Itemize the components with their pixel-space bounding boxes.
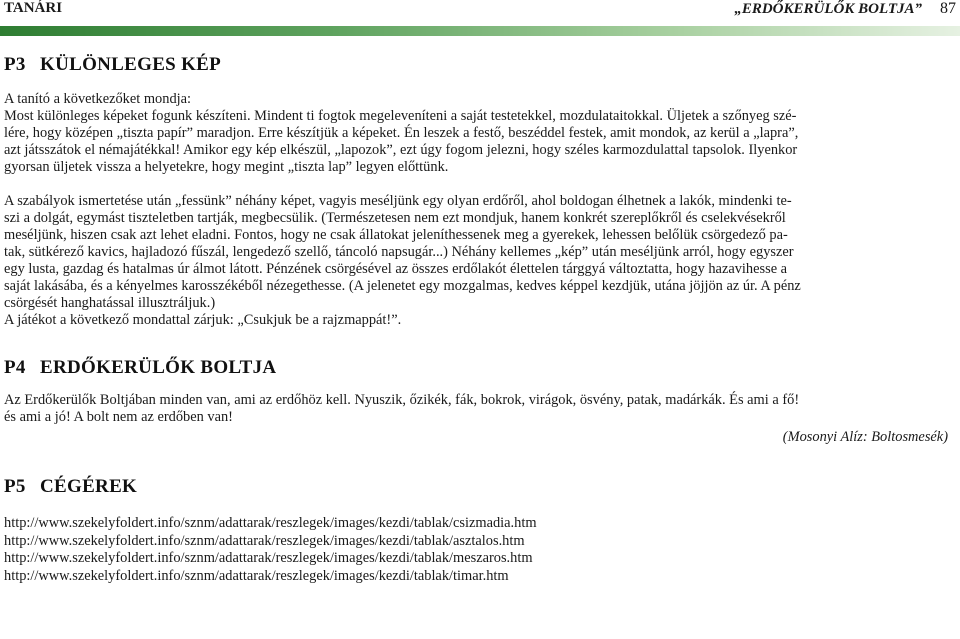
text-line: tak, sütkérező kavics, hajladozó fűszál, lengedező szellő, táncoló napsugár...) Néhány kellemes „kép” után meséljünk arról, hogy egyszer	[4, 244, 794, 260]
url-link[interactable]: http://www.szekelyfoldert.info/sznm/adattarak/reszlegek/images/kezdi/tablak/asztalos.htm	[4, 532, 525, 549]
link-list	[4, 515, 956, 585]
text-line: A szabályok ismertetése után „fessünk” néhány képet, vagyis meséljünk egy olyan erdőről, ahol boldogan élhetnek a lakók, mindenki te-	[4, 193, 792, 209]
text-line: azt játsszátok el némajátékkal! Amikor egy kép elkészül, „lapozok”, ezt úgy fogom jelezni, hogy széles karmozdulattal tapsolok. Ilyenkor	[4, 142, 798, 158]
section-code: P5	[4, 476, 26, 497]
url-link[interactable]: http://www.szekelyfoldert.info/sznm/adattarak/reszlegek/images/kezdi/tablak/csizmadia.htm	[4, 515, 537, 531]
text-line: meséljünk, hiszen csak azt lehet eladni. Fontos, hogy ne csak állatokat jeleníthessenek meg a gyerekek, lehessen belőlük csörgedező pa-	[4, 227, 788, 243]
p3-paragraph-2	[4, 193, 956, 329]
text-line: csörgését hanghatással illusztráljuk.)	[4, 295, 216, 311]
url-link[interactable]: http://www.szekelyfoldert.info/sznm/adattarak/reszlegek/images/kezdi/tablak/meszaros.htm	[4, 550, 533, 566]
page-number: 87	[940, 0, 956, 17]
text-line: Az Erdőkerülők Boltjában minden van, ami az erdőhöz kell. Nyuszik, őzikék, fák, bokrok, virágok, ösvény, patak, madárkák. És ami a fő!	[4, 392, 800, 408]
text-line: Most különleges képeket fogunk készíteni. Mindent ti fogtok megeleveníteni a saját testetekkel, mozdulataitokkal. Üljetek a szőnyeg szé-	[4, 108, 797, 124]
text-line: saját lakásába, és a kényelmes karosszékéből nézegethesse. (A jelenetet egy mozgalmas, kedves képpel kezdjük, utána jöjjön az úr. A pénz	[4, 278, 801, 294]
header-chapter-title: „ERDŐKERÜLŐK BOLTJA”	[734, 1, 922, 17]
section-title: KÜLÖNLEGES KÉP	[40, 54, 222, 75]
section-heading-p5	[4, 476, 956, 498]
text-line: A tanító a következőket mondja:	[4, 91, 192, 107]
section-title: CÉGÉREK	[40, 476, 138, 497]
section-code: P4	[4, 357, 26, 378]
page-content	[4, 42, 956, 585]
section-heading-p3	[4, 54, 956, 76]
header-gradient-rule	[0, 26, 960, 36]
running-header	[4, 0, 956, 20]
section-code: P3	[4, 54, 26, 75]
section-title: ERDŐKERÜLŐK BOLTJA	[40, 357, 277, 378]
text-line: gyorsan üljetek vissza a helyetekre, hogy megint „tiszta lap” legyen előttünk.	[4, 159, 449, 175]
text-line: A játékot a következő mondattal zárjuk: „Csukjuk be a rajzmappát!”.	[4, 312, 402, 328]
url-link[interactable]: http://www.szekelyfoldert.info/sznm/adattarak/reszlegek/images/kezdi/tablak/timar.htm	[4, 567, 509, 584]
text-line: lére, hogy középen „tiszta papír” maradjon. Erre készítjük a képeket. Én leszek a festő, beszéddel festek, amit mondok, az kerül a „lapra”,	[4, 125, 799, 141]
text-line: és ami a jó! A bolt nem az erdőben van!	[4, 409, 233, 425]
header-right	[734, 0, 956, 18]
p3-paragraph-1	[4, 91, 956, 176]
p4-paragraph	[4, 392, 956, 446]
section-heading-p4	[4, 357, 956, 379]
text-line: szi a dolgát, egymást tiszteletben tartják, megbecsülik. (Természetesen nem ezt mondjuk, hanem konkrét szereplőkről és cselekvésekről	[4, 210, 786, 226]
header-section-label: TANÁRI	[4, 0, 63, 16]
citation: (Mosonyi Alíz: Boltosmesék)	[782, 429, 948, 445]
text-line: egy lusta, gazdag és hatalmas úr álmot látott. Pénzének csörgésével az összes erdőlakót élettelen tárggyá változtatta, hogy hazavihesse a	[4, 261, 788, 277]
